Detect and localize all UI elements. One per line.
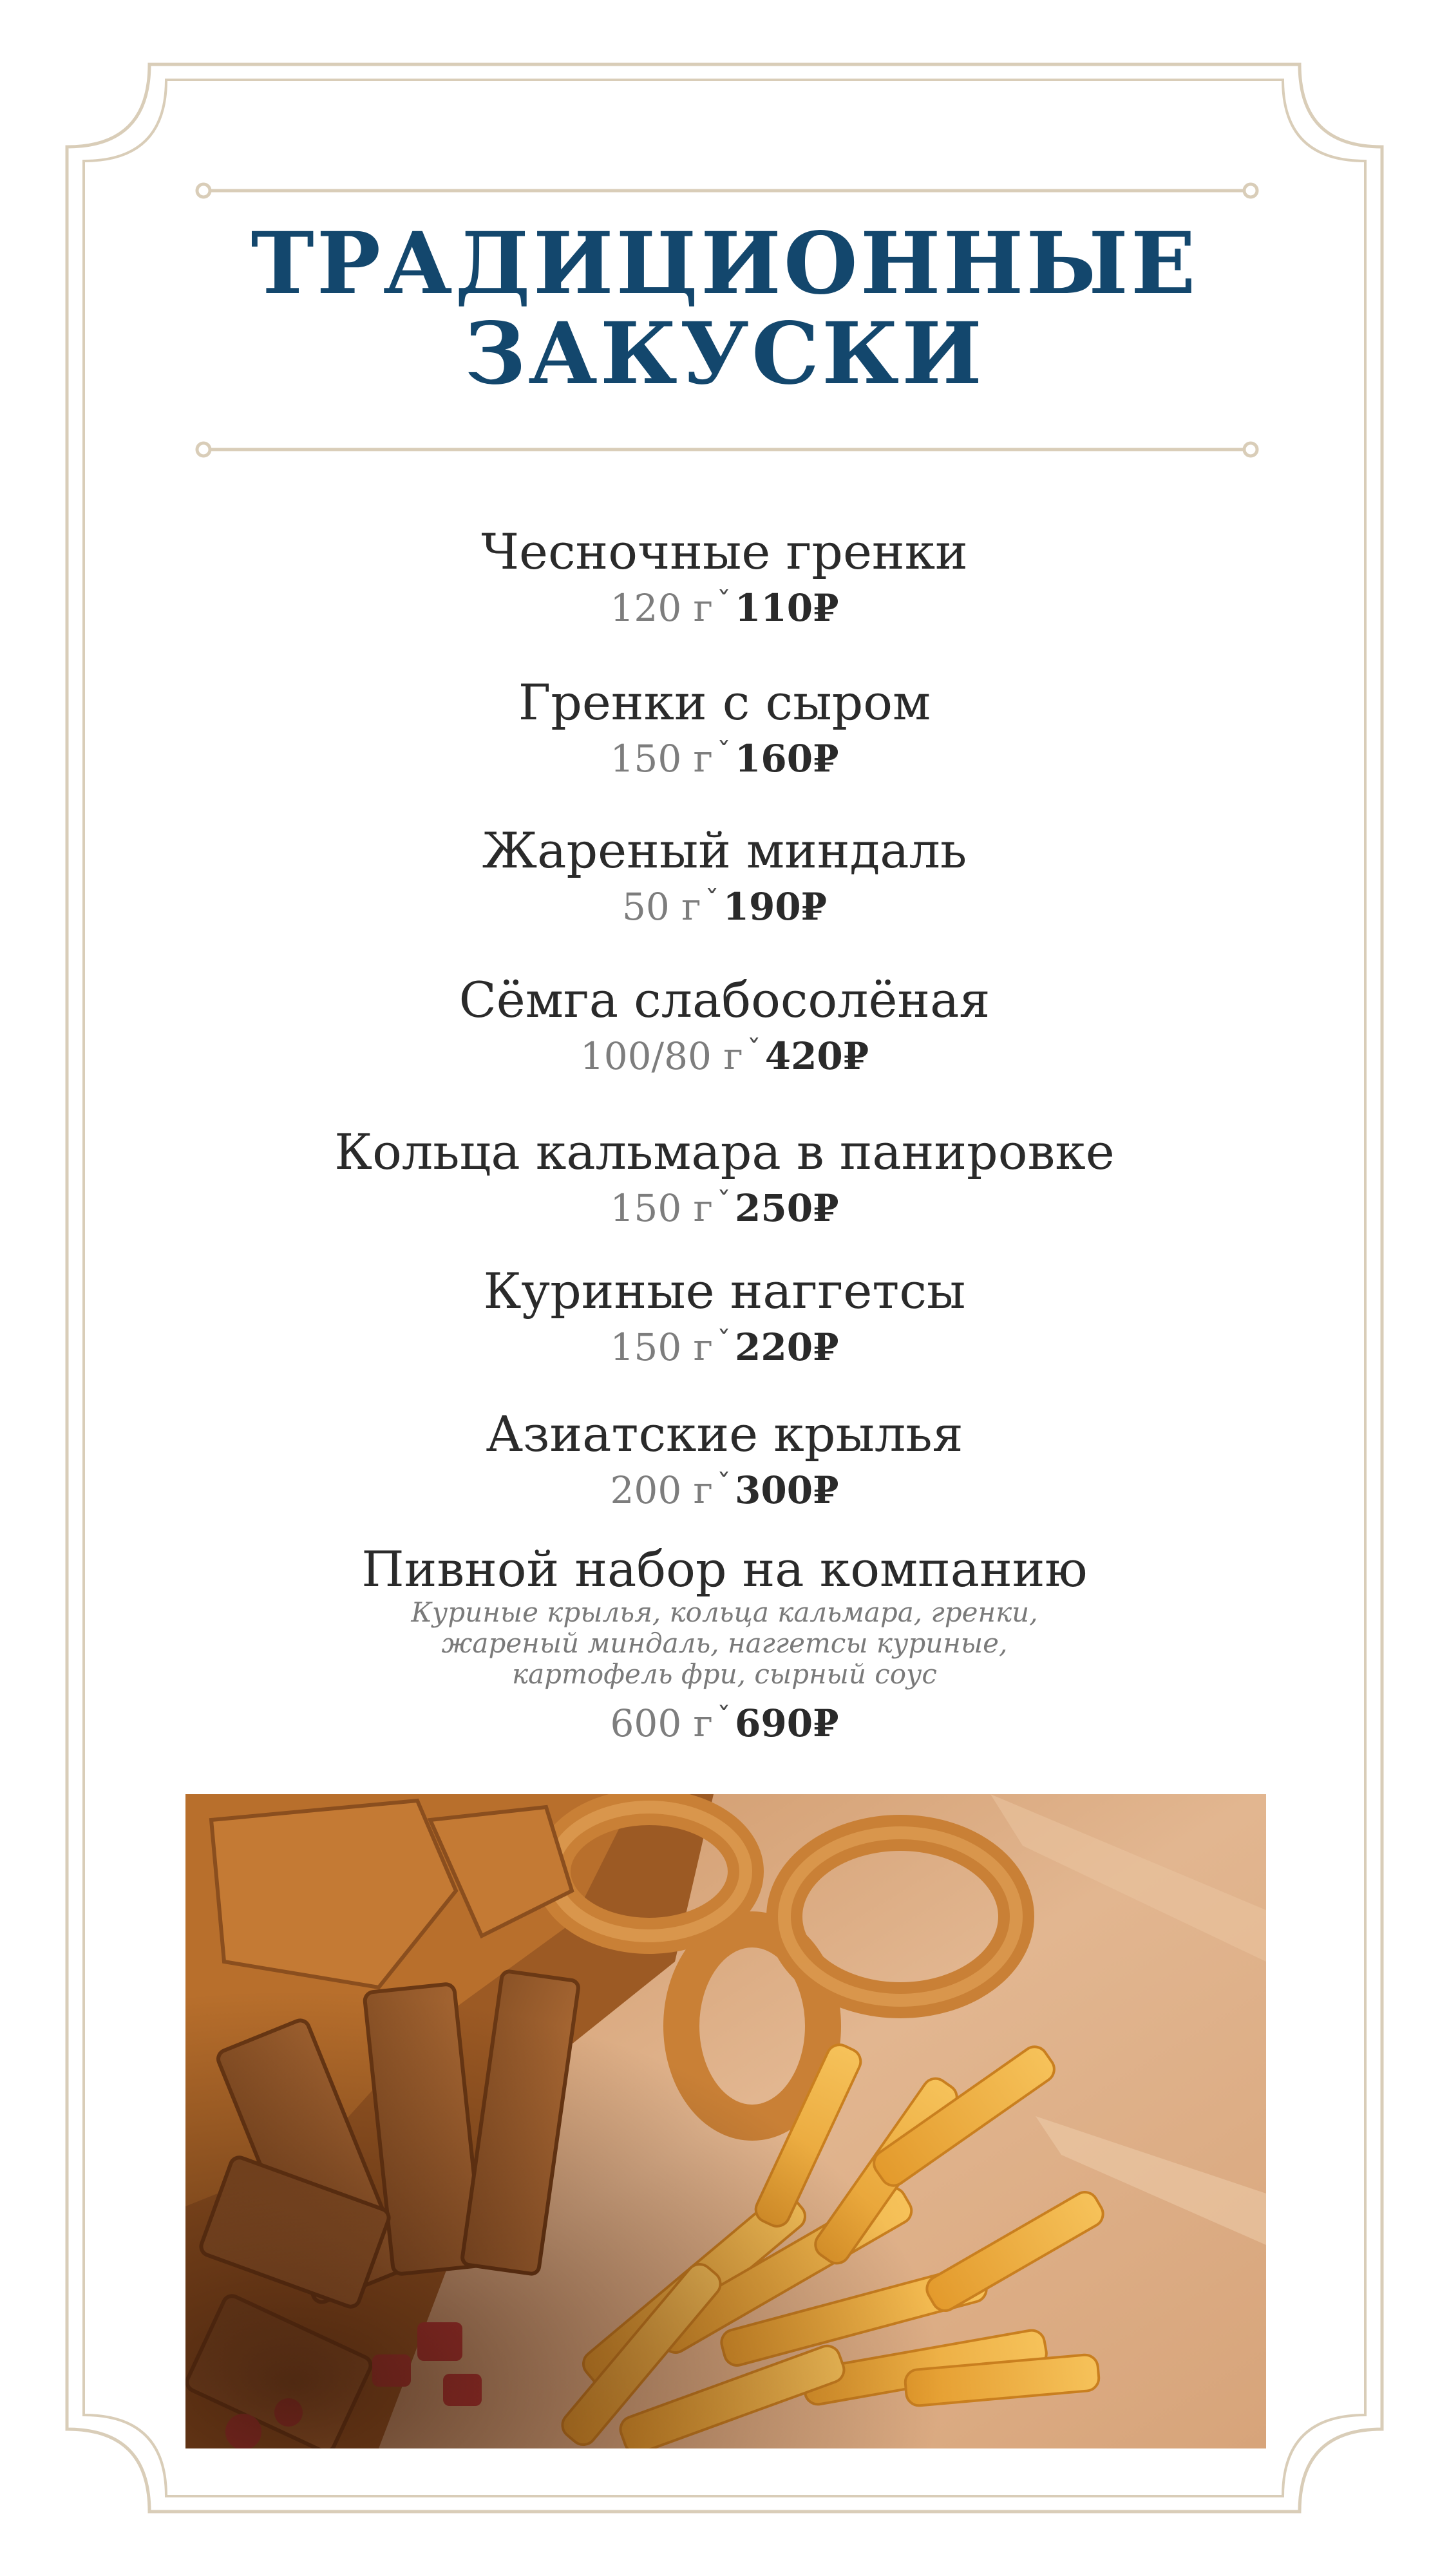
item-weight: 120 г [610,586,714,630]
menu-item [0,522,1449,636]
separator-mark: ˇ [717,1701,732,1734]
item-name: Пивной набор на компанию [361,1540,1088,1598]
separator-mark: ˇ [717,1186,732,1219]
item-weight: 150 г [610,737,714,781]
menu-item [0,970,1449,1084]
separator-mark: ˇ [717,1468,732,1501]
item-description [0,1597,1449,1690]
menu-title [0,214,1449,404]
menu-item [0,1261,1449,1376]
separator-mark: ˇ [717,737,732,770]
item-weight: 150 г [610,1186,714,1230]
item-price: 160₽ [735,737,839,781]
item-description-line: Куриные крылья, кольца кальмара, гренки, [411,1596,1038,1628]
menu-title-line1: ТРАДИЦИОННЫЕ [251,214,1198,314]
item-description-line: картофель фри, сырный соус [512,1658,937,1690]
item-name: Чесночные гренки [481,523,968,580]
fried-snacks-photo [185,1794,1266,2448]
item-price: 220₽ [735,1325,839,1369]
item-price: 690₽ [735,1701,839,1745]
item-meta [0,1184,1449,1236]
item-meta [0,1466,1449,1519]
menu-item [0,1122,1449,1236]
item-name: Гренки с сыром [518,674,931,731]
item-name: Кольца кальмара в панировке [334,1123,1115,1180]
item-weight: 600 г [610,1701,714,1745]
item-meta [0,882,1449,935]
item-name: Сёмга слабосолёная [459,971,990,1028]
menu-item [0,672,1449,787]
item-meta [0,1323,1449,1376]
item-name: Жареный миндаль [482,822,967,879]
separator-mark: ˇ [746,1034,761,1067]
menu-item [0,1539,1449,1752]
menu-item [0,1404,1449,1519]
separator-mark: ˇ [705,885,719,918]
item-description-line: жареный миндаль, наггетсы куриные, [441,1627,1008,1659]
menu-title-line2: ЗАКУСКИ [464,304,985,404]
item-price: 110₽ [735,586,839,630]
separator-mark: ˇ [717,586,732,619]
item-name: Азиатские крылья [486,1405,963,1463]
item-meta [0,583,1449,636]
menu-item [0,820,1449,935]
item-meta [0,734,1449,787]
separator-mark: ˇ [717,1325,732,1358]
item-weight: 50 г [621,885,701,929]
item-name: Куриные наггетсы [483,1262,966,1320]
item-weight: 150 г [610,1325,714,1369]
item-price: 250₽ [735,1186,839,1230]
item-price: 190₽ [723,885,828,929]
item-price: 300₽ [735,1468,839,1512]
item-weight: 100/80 г [580,1034,743,1078]
item-meta [0,1032,1449,1084]
item-price: 420₽ [764,1034,869,1078]
item-weight: 200 г [610,1468,714,1512]
item-meta [0,1699,1449,1752]
photo-illustration [185,1794,1266,2448]
